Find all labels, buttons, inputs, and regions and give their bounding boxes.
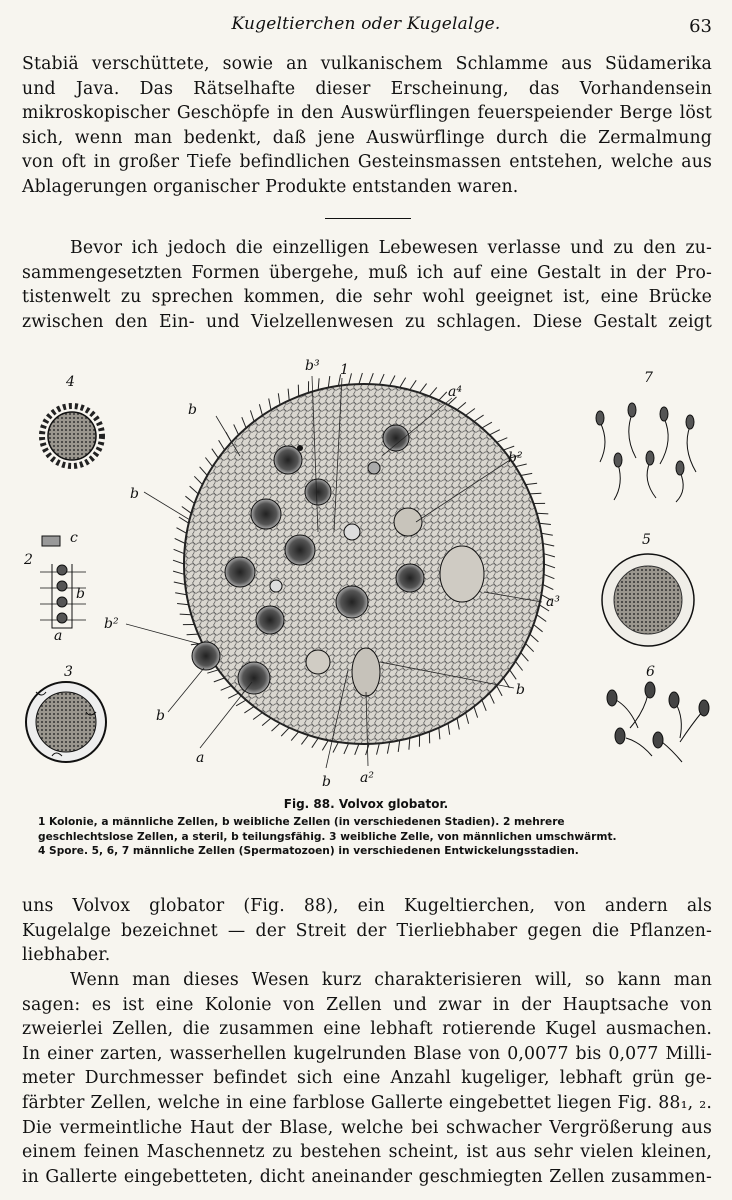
flagellum bbox=[521, 653, 529, 662]
text-line: sammengesetzten Formen übergehe, muß ich auf eine Gestalt in der Pro- bbox=[22, 262, 712, 283]
text-line: zweierlei Zellen, die zusammen eine lebhaft rotierende Kugel ausmachen. bbox=[22, 1019, 712, 1040]
label-a3: a³ bbox=[546, 594, 560, 610]
text-line: In einer zarten, wasserhellen kugelrunden Blase von 0,0077 bis 0,077 Milli- bbox=[22, 1043, 712, 1064]
male-colony-figure-5 bbox=[602, 554, 694, 646]
section-divider bbox=[325, 218, 411, 219]
flagellum bbox=[466, 713, 469, 724]
paragraph-3 bbox=[22, 894, 712, 968]
text-line: von oft in großer Tiefe befindlichen Gesteinsmassen entstehen, welche aus bbox=[22, 152, 712, 173]
flagellum bbox=[457, 718, 459, 729]
flagellum bbox=[318, 378, 319, 390]
flagellum bbox=[544, 554, 555, 557]
text-line: färbter Zellen, welche in eine farblose Gallerte eingebettet liegen Fig. 88₁, ₂. bbox=[22, 1092, 712, 1113]
flagellum bbox=[474, 415, 484, 421]
label-fig2-a: a bbox=[54, 628, 63, 644]
label-fig4: 4 bbox=[66, 374, 75, 390]
flagellum bbox=[537, 615, 547, 622]
flagellum bbox=[534, 625, 543, 632]
female-cell-figure-3 bbox=[26, 682, 106, 762]
flagellum bbox=[359, 373, 363, 384]
label-fig7: 7 bbox=[644, 370, 653, 386]
label-b-bottom-left: b bbox=[156, 708, 165, 724]
flagellum bbox=[207, 670, 218, 673]
flagellum bbox=[328, 376, 330, 388]
flagellum bbox=[185, 496, 194, 503]
text-line: tistenwelt zu sprechen kommen, die sehr wohl geeignet ist, eine Brücke bbox=[22, 287, 712, 308]
label-b-bottom: b bbox=[322, 774, 331, 790]
flagellum bbox=[409, 738, 410, 750]
flagellum bbox=[410, 380, 416, 390]
flagellum bbox=[541, 533, 552, 535]
flagellum bbox=[190, 486, 199, 494]
text-line: in Gallerte eingebetteten, dicht aneinander geschmiegten Zellen zusammen- bbox=[22, 1166, 712, 1187]
text-line: Wenn man dieses Wesen kurz charakterisieren will, so kann man bbox=[70, 970, 712, 990]
flagellum bbox=[510, 670, 517, 680]
label-b3: b³ bbox=[305, 358, 320, 374]
figure-88-illustration bbox=[0, 352, 732, 792]
flagellum bbox=[214, 678, 225, 682]
paragraph-1 bbox=[22, 52, 712, 200]
flagellum bbox=[448, 723, 450, 735]
flagellum bbox=[489, 693, 494, 704]
flagellum bbox=[398, 740, 400, 752]
flagellum bbox=[544, 574, 555, 578]
flagellum bbox=[291, 732, 299, 741]
flagellum bbox=[228, 693, 238, 698]
flagellum bbox=[457, 402, 466, 410]
flagellum bbox=[544, 564, 555, 568]
text-line: Bevor ich jedoch die einzelligen Lebewesen verlasse und zu den zu- bbox=[70, 238, 712, 258]
label-b-left: b bbox=[130, 486, 139, 502]
flagellum bbox=[219, 440, 225, 450]
flagellum bbox=[262, 718, 271, 726]
flagellum bbox=[387, 742, 389, 753]
flagellum bbox=[429, 387, 437, 396]
text-line: einem feinen Maschennetz zu bestehen scheint, ist aus sehr vielen kleinen, bbox=[22, 1142, 712, 1163]
flagellum bbox=[333, 742, 338, 752]
flagellum bbox=[250, 410, 254, 421]
flagellum bbox=[281, 728, 289, 736]
flagellum bbox=[526, 483, 538, 484]
flagellum bbox=[177, 604, 189, 605]
label-a2-bottom: a² bbox=[360, 770, 374, 786]
text-line: meter Durchmesser befindet sich eine Anzahl kugeliger, lebhaft grün ge- bbox=[22, 1068, 712, 1089]
volvox-colony bbox=[126, 373, 555, 768]
flagellum bbox=[530, 634, 539, 642]
text-line: Stabiä verschüttete, sowie an vulkanischem Schlamme aus Südamerika bbox=[22, 54, 712, 74]
flagellum bbox=[543, 544, 554, 547]
flagellum bbox=[174, 582, 185, 585]
flagellum bbox=[390, 376, 395, 386]
page-number: 63 bbox=[689, 16, 712, 37]
page-header bbox=[0, 14, 732, 40]
flagellum bbox=[212, 449, 219, 459]
spermatozoa-figure-6 bbox=[607, 682, 709, 762]
label-1: 1 bbox=[340, 362, 349, 378]
flagellum bbox=[439, 392, 447, 400]
text-line: liebhaber. bbox=[22, 945, 111, 966]
text-line: sagen: es ist eine Kolonie von Zellen und zwar in der Hauptsache von bbox=[22, 994, 712, 1015]
flagellum bbox=[175, 593, 186, 595]
paragraph-2 bbox=[22, 236, 712, 334]
flagellum bbox=[515, 661, 522, 670]
text-line: sich, wenn man bedenkt, daß jene Auswürflinge durch die Zermalmung bbox=[22, 127, 712, 148]
flagellum bbox=[526, 643, 534, 651]
running-title: Kugeltierchen oder Kugelalge. bbox=[231, 14, 501, 34]
spore-figure-4 bbox=[42, 406, 102, 466]
flagellum bbox=[543, 585, 554, 590]
figure-caption bbox=[38, 815, 698, 859]
label-b-top-left: b bbox=[188, 402, 197, 418]
flagellum bbox=[489, 430, 499, 435]
figure-title: Fig. 88. Volvox globator. bbox=[283, 797, 449, 811]
flagellum bbox=[349, 373, 352, 384]
flagellum bbox=[369, 373, 373, 384]
flagellum bbox=[497, 686, 503, 696]
flagellum bbox=[180, 614, 192, 615]
flagellum bbox=[377, 743, 380, 754]
label-a4: a⁴ bbox=[448, 384, 462, 400]
flagellum bbox=[301, 735, 308, 744]
text-line: mikroskopischer Geschöpfe in den Auswürflingen feuerspeiender Berge löst bbox=[22, 103, 712, 124]
flagellum bbox=[200, 467, 208, 476]
flagellum bbox=[530, 493, 542, 494]
flagellum bbox=[194, 476, 202, 484]
flagellum bbox=[174, 549, 185, 553]
text-line: Kugelalge bezeichnet — der Streit der Tierliebhaber gegen die Pflanzen- bbox=[22, 920, 712, 941]
flagellum bbox=[521, 473, 533, 475]
flagellum bbox=[173, 571, 184, 574]
flagellum bbox=[482, 700, 486, 711]
label-b2-top: b² bbox=[508, 450, 523, 466]
flagellum bbox=[259, 404, 262, 415]
text-line: Ablagerungen organischer Produkte entstanden waren. bbox=[22, 176, 519, 197]
flagellum bbox=[272, 723, 281, 731]
text-line: Die vermeintliche Haut der Blase, welche bei schwacher Vergrößerung aus bbox=[22, 1117, 712, 1138]
flagellum bbox=[420, 384, 427, 393]
flagellum bbox=[175, 538, 186, 543]
caption-line: geschlechtslose Zellen, a steril, b teilungsfähig. 3 weibliche Zelle, von männlichen umschwärmt. bbox=[38, 830, 617, 843]
flagellum bbox=[312, 738, 318, 748]
flagellum bbox=[288, 389, 289, 401]
flagellum bbox=[355, 744, 359, 755]
flagellum bbox=[221, 686, 232, 691]
flagellum bbox=[400, 378, 406, 388]
flagellum bbox=[182, 507, 192, 514]
flagellum bbox=[497, 438, 508, 443]
spermatozoa-figure-7 bbox=[596, 403, 696, 502]
flagellum bbox=[466, 409, 475, 416]
flagellum bbox=[242, 417, 246, 428]
flagellum bbox=[539, 523, 551, 524]
text-line: uns Volvox globator (Fig. 88), ein Kugeltierchen, von andern als bbox=[22, 896, 712, 916]
label-b-right: b bbox=[516, 682, 525, 698]
flagellum bbox=[344, 743, 349, 754]
caption-line: 4 Spore. 5, 6, 7 männliche Zellen (Spermatozoen) in verschiedenen Entwickelungsstadien. bbox=[38, 845, 579, 857]
paragraph-4 bbox=[22, 968, 712, 1189]
label-fig3: 3 bbox=[64, 664, 73, 680]
text-line: und Java. Das Rätselhafte dieser Erscheinung, das Vorhandensein bbox=[22, 78, 712, 99]
label-b2-left: b² bbox=[104, 616, 119, 632]
flagellum bbox=[322, 740, 328, 750]
label-fig2: 2 bbox=[24, 552, 33, 568]
flagellum bbox=[187, 634, 199, 635]
flagellum bbox=[537, 513, 549, 514]
flagellum bbox=[269, 399, 271, 410]
flagellum bbox=[177, 528, 187, 534]
flagellum bbox=[379, 374, 384, 385]
flagellum bbox=[482, 422, 492, 428]
flagellum bbox=[253, 713, 262, 720]
flagellum bbox=[474, 707, 478, 718]
flagellum bbox=[244, 707, 254, 713]
text-line: zwischen den Ein- und Vielzellenwesen zu schlagen. Diese Gestalt zeigt bbox=[22, 311, 712, 332]
label-c: c bbox=[70, 530, 78, 546]
label-fig5: 5 bbox=[642, 532, 651, 548]
label-fig2-b: b bbox=[76, 586, 85, 602]
flagellum bbox=[173, 560, 184, 564]
flagellum bbox=[278, 393, 280, 405]
flagellum bbox=[439, 728, 440, 740]
caption-line: 1 Kolonie, a männliche Zellen, b weibliche Zellen (in verschiedenen Stadien). 2 mehrere bbox=[38, 816, 565, 828]
label-a-bottom: a bbox=[196, 750, 205, 766]
asexual-cells-figure-2 bbox=[40, 536, 86, 628]
flagellum bbox=[205, 458, 212, 467]
flagellum bbox=[234, 424, 239, 435]
label-fig6: 6 bbox=[646, 664, 655, 680]
